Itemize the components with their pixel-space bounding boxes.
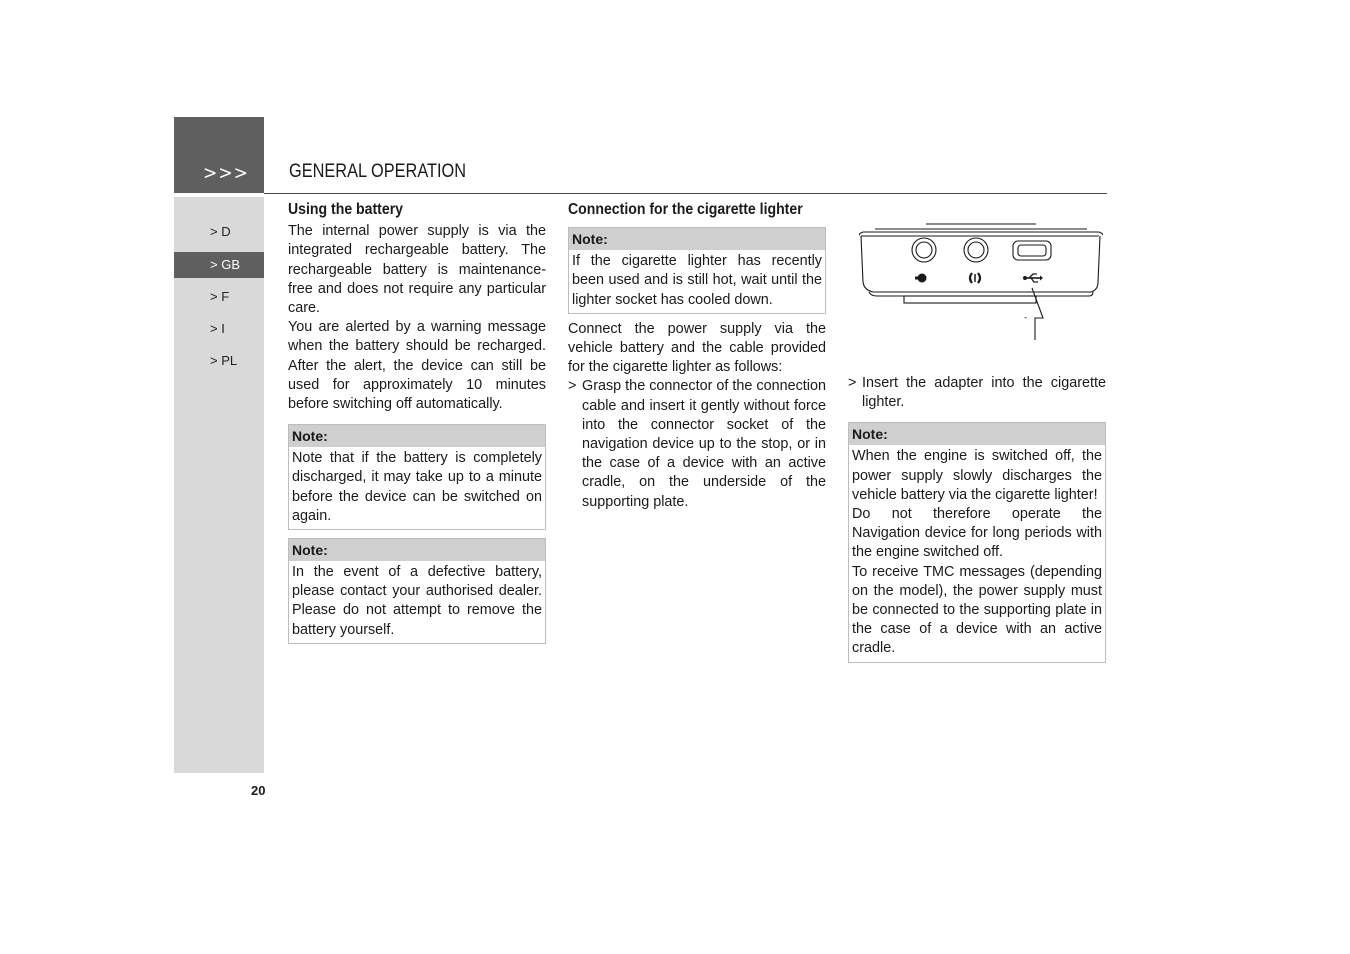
step-text: Grasp the connector of the connection cable and insert it gently without force into the connector socket of the navigation device up to the stop, or in the case of a device with an active cradle, on the underside of the supporting plate. [582,378,826,510]
usb-icon [1023,274,1043,282]
headphone-icon [915,274,927,283]
note-label: Note: [289,425,545,447]
battery-heading: Using the battery [288,201,404,218]
chapter-arrows: >>> [203,162,249,184]
step-item [568,377,826,511]
language-tab-pl[interactable]: > PL [210,353,238,368]
note-label: Note: [849,423,1105,445]
page-number: 20 [251,783,266,798]
note-label: Note: [569,228,825,250]
step-marker: > [848,375,857,391]
step-marker: > [568,378,577,395]
connect-paragraph: Connect the power supply via the vehicle battery and the cable provided for the cigarette lighter as follows: [568,320,826,376]
cigarette-heading: Connection for the cigarette lighter [568,201,803,218]
language-tab-f[interactable]: > F [210,289,230,304]
tmc-antenna-icon [970,273,980,283]
note-text-3: To receive TMC messages (depending on the model), the power supply must be connected to the supporting plate in the case of a device with an active cradle. [852,563,1102,657]
note-text-1: When the engine is switched off, the power supply slowly discharges the vehicle battery via the cigarette lighter! [852,448,1102,503]
note-text: Note that if the battery is completely discharged, it may take up to a minute before the device can be switched on again. [292,450,542,524]
note-text-2: Do not therefore operate the Navigation device for long periods with the engine switched off. [852,506,1102,561]
battery-paragraph-1: The internal power supply is via the integrated rechargeable battery. The rechargeable battery is maintenance-free and does not require any particular care. [288,223,546,317]
page-title: GENERAL OPERATION [289,161,467,182]
column-cigarette-lighter [568,200,826,512]
figure-callout: - [1024,313,1028,323]
note-text: In the event of a defective battery, please contact your authorised dealer. Please do not attempt to remove the battery yourself. [292,564,542,638]
battery-paragraph-2: You are alerted by a warning message when the battery should be recharged. After the alert, the device can still be used for approximately 10 minutes before switching off automatically. [288,319,546,413]
note-label: Note: [289,539,545,561]
note-box-defective [288,538,546,644]
note-box-discharged [288,424,546,530]
column-adapter [848,374,1106,663]
column-battery [288,200,546,644]
note-box-engine-off [848,422,1106,662]
device-connector-illustration [855,220,1107,344]
step-item [848,374,1106,412]
language-tab-gb[interactable]: > GB [174,252,264,278]
header-divider [264,193,1107,194]
note-text [849,445,1105,661]
step-text: Insert the adapter into the cigarette lighter. [862,375,1106,411]
language-tab-d[interactable]: > D [210,224,231,239]
note-text: If the cigarette lighter has recently been used and is still hot, wait until the lighter socket has cooled down. [572,253,822,308]
language-tab-i[interactable]: > I [210,321,225,336]
note-box-hot-lighter [568,227,826,314]
